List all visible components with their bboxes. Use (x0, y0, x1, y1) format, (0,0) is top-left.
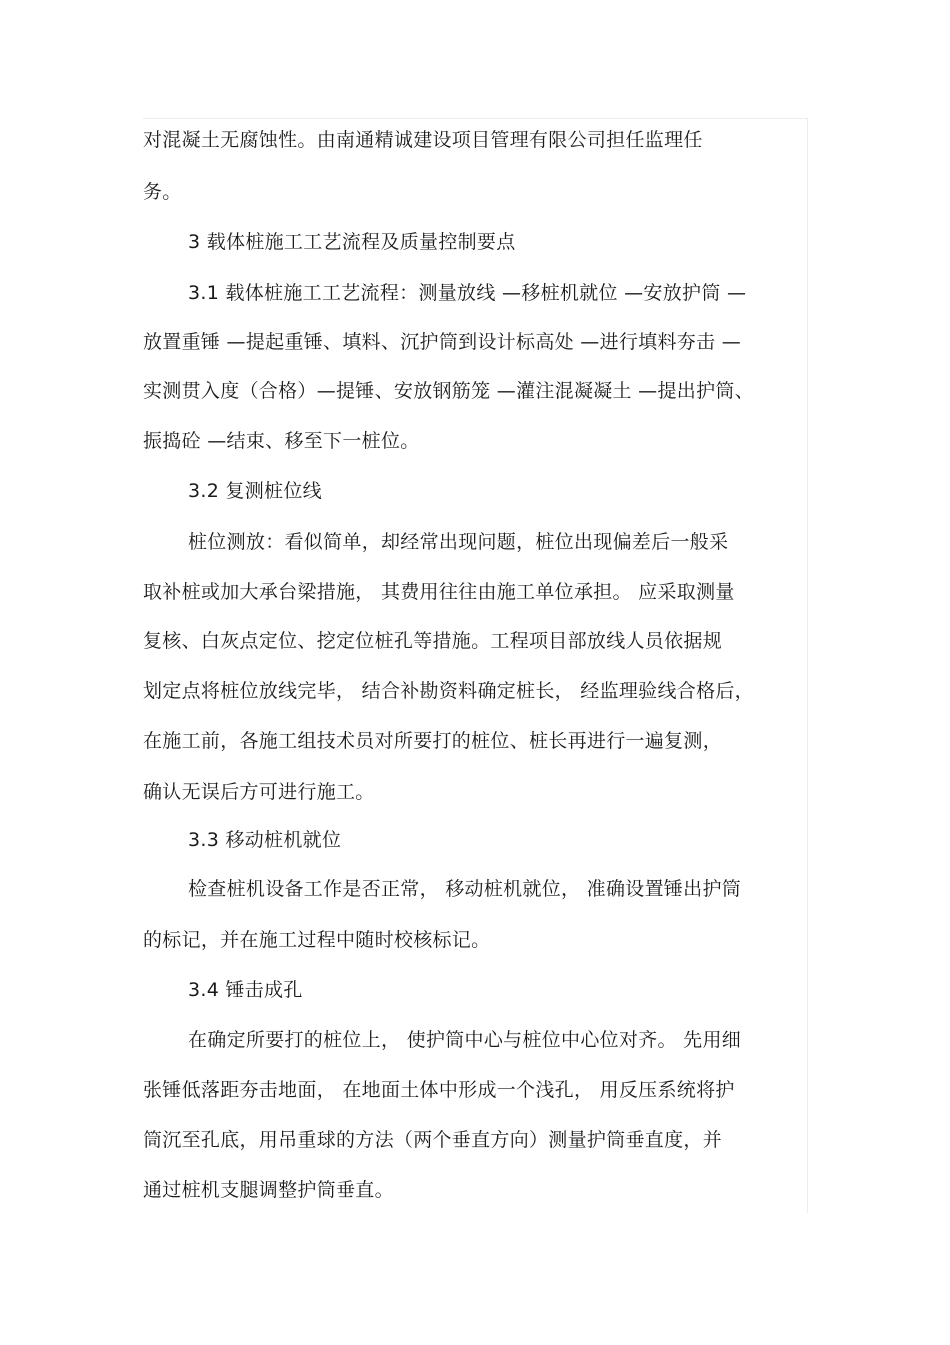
subsection-heading: 3.4 锤击成孔 (188, 979, 303, 1001)
paragraph-line: 确认无误后方可进行施工。 (143, 781, 375, 803)
paragraph-line: 取补桩或加大承台梁措施， 其费用往往由施工单位承担。 应采取测量 (143, 581, 735, 603)
section-heading: 3 载体桩施工工艺流程及质量控制要点 (188, 231, 516, 253)
paragraph-line: 张锤低落距夯击地面， 在地面土体中形成一个浅孔， 用反压系统将护 (143, 1079, 735, 1101)
paragraph-line: 桩位测放：看似简单，却经常出现问题，桩位出现偏差后一般采 (188, 531, 729, 553)
paragraph-line: 振捣砼 —结束、移至下一桩位。 (143, 430, 420, 452)
subsection-heading: 3.3 移动桩机就位 (188, 829, 342, 851)
paragraph-line: 在施工前，各施工组技术员对所要打的桩位、桩长再进行一遍复测， (143, 730, 723, 752)
paragraph-line: 对混凝土无腐蚀性。由南通精诚建设项目管理有限公司担任监理任 (143, 129, 703, 151)
paragraph-line: 检查桩机设备工作是否正常， 移动桩机就位， 准确设置锤出护筒 (188, 878, 742, 900)
subsection-heading: 3.2 复测桩位线 (188, 480, 322, 502)
paragraph-line: 实测贯入度（合格）—提锤、安放钢筋笼 —灌注混凝凝土 —提出护筒、 (143, 380, 754, 402)
paragraph-line: 复核、白灰点定位、挖定位桩孔等措施。工程项目部放线人员依据规 (143, 630, 723, 652)
paragraph-line: 通过桩机支腿调整护筒垂直。 (143, 1179, 394, 1201)
paragraph-line: 放置重锤 —提起重锤、填料、沉护筒到设计标高处 —进行填料夯击 — (143, 331, 742, 353)
paragraph-line: 在确定所要打的桩位上， 使护筒中心与桩位中心位对齐。 先用细 (188, 1029, 742, 1051)
paragraph-line: 务。 (143, 181, 182, 203)
paragraph-line: 划定点将桩位放线完毕， 结合补勘资料确定桩长， 经监理验线合格后， (143, 680, 754, 702)
paragraph-line: 的标记，并在施工过程中随时校核标记。 (143, 929, 491, 951)
paragraph-line: 筒沉至孔底，用吊重球的方法（两个垂直方向）测量护筒垂直度，并 (143, 1129, 723, 1151)
subsection-heading: 3.1 载体桩施工工艺流程：测量放线 —移桩机就位 —安放护筒 — (188, 282, 747, 304)
